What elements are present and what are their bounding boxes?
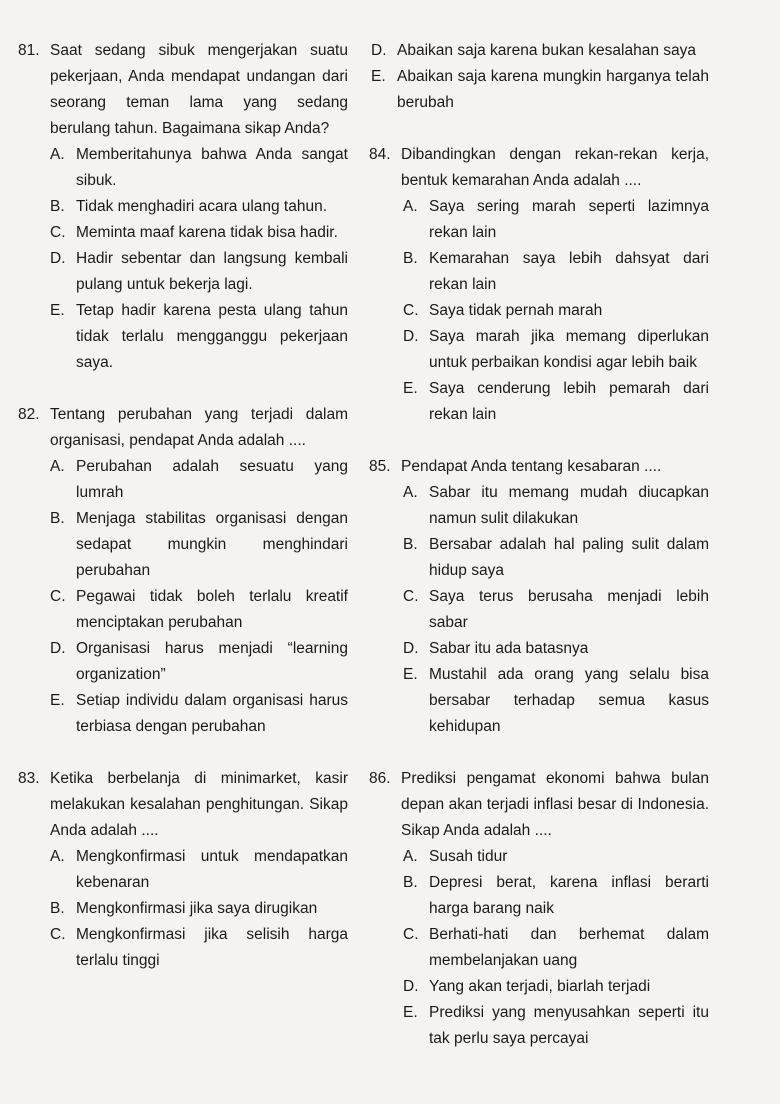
option-b[interactable]: B. Bersabar adalah hal paling sulit dalam hidup saya [403,536,709,579]
option-b[interactable]: B. Depresi berat, karena inflasi berarti harga barang naik [403,874,709,917]
option-d[interactable]: D. Hadir sebentar dan langsung kembali pulang untuk bekerja lagi. [50,250,348,293]
question-82 [18,402,348,740]
option-e[interactable]: E. Prediksi yang menyusahkan seperti itu tak perlu saya percayai [403,1004,709,1047]
question-83-continued [371,38,709,116]
option-d[interactable]: D. Organisasi harus menjadi “learning organization” [50,640,348,683]
question-number: 86. [369,770,391,787]
question-85 [371,454,709,740]
question-stem: Prediksi pengamat ekonomi bahwa bulan depan akan terjadi inflasi besar di Indonesia. Sikap Anda adalah .... [401,770,709,839]
option-d[interactable]: D. Sabar itu ada batasnya [403,640,589,657]
option-e[interactable]: E. Abaikan saja karena mungkin harganya telah berubah [371,68,709,111]
option-c[interactable]: C. Meminta maaf karena tidak bisa hadir. [50,224,338,241]
option-a[interactable]: A. Memberitahunya bahwa Anda sangat sibuk. [50,146,348,189]
option-a[interactable]: A. Perubahan adalah sesuatu yang lumrah [50,458,348,501]
option-c[interactable]: C. Mengkonfirmasi jika selisih harga terlalu tinggi [50,926,348,969]
option-e[interactable]: E. Tetap hadir karena pesta ulang tahun tidak terlalu mengganggu pekerjaan saya. [50,302,348,371]
option-a[interactable]: A. Sabar itu memang mudah diucapkan namun sulit dilakukan [403,484,709,527]
left-column [18,38,348,974]
question-83 [18,766,348,974]
question-number: 85. [369,458,391,475]
question-stem: Tentang perubahan yang terjadi dalam organisasi, pendapat Anda adalah .... [50,406,348,449]
option-b[interactable]: B. Kemarahan saya lebih dahsyat dari rekan lain [403,250,709,293]
question-stem: Ketika berbelanja di minimarket, kasir melakukan kesalahan penghitungan. Sikap Anda adalah .... [50,770,348,839]
option-b[interactable]: B. Tidak menghadiri acara ulang tahun. [50,198,328,215]
option-b[interactable]: B. Menjaga stabilitas organisasi dengan sedapat mungkin menghindari perubahan [50,510,348,579]
option-e[interactable]: E. Mustahil ada orang yang selalu bisa bersabar terhadap semua kasus kehidupan [403,666,709,735]
question-stem: Saat sedang sibuk mengerjakan suatu pekerjaan, Anda mendapat undangan dari seorang teman lama yang sedang berulang tahun. Bagaimana sikap Anda? [50,42,348,137]
question-stem: Dibandingkan dengan rekan-rekan kerja, bentuk kemarahan Anda adalah .... [401,146,709,189]
question-number: 83. [18,770,40,787]
option-c[interactable]: C. Berhati-hati dan berhemat dalam membelanjakan uang [403,926,709,969]
option-a[interactable]: A. Mengkonfirmasi untuk mendapatkan kebenaran [50,848,348,891]
option-d[interactable]: D. Abaikan saja karena bukan kesalahan saya [371,42,697,59]
question-number: 82. [18,406,40,423]
option-c[interactable]: C. Pegawai tidak boleh terlalu kreatif menciptakan perubahan [50,588,348,631]
option-e[interactable]: E. Setiap individu dalam organisasi harus terbiasa dengan perubahan [50,692,348,735]
question-86 [371,766,709,1052]
option-c[interactable]: C. Saya tidak pernah marah [403,302,603,319]
question-81 [18,38,348,376]
option-a[interactable]: A. Susah tidur [403,848,508,865]
option-b[interactable]: B. Mengkonfirmasi jika saya dirugikan [50,900,318,917]
option-c[interactable]: C. Saya terus berusaha menjadi lebih sabar [403,588,709,631]
option-a[interactable]: A. Saya sering marah seperti lazimnya rekan lain [403,198,709,241]
option-e[interactable]: E. Saya cenderung lebih pemarah dari rekan lain [403,380,709,423]
option-d[interactable]: D. Yang akan terjadi, biarlah terjadi [403,978,651,995]
question-number: 81. [18,42,40,59]
question-number: 84. [369,146,391,163]
right-column [371,38,709,1052]
question-stem: Pendapat Anda tentang kesabaran .... [401,458,662,475]
option-d[interactable]: D. Saya marah jika memang diperlukan untuk perbaikan kondisi agar lebih baik [403,328,709,371]
question-84 [371,142,709,428]
